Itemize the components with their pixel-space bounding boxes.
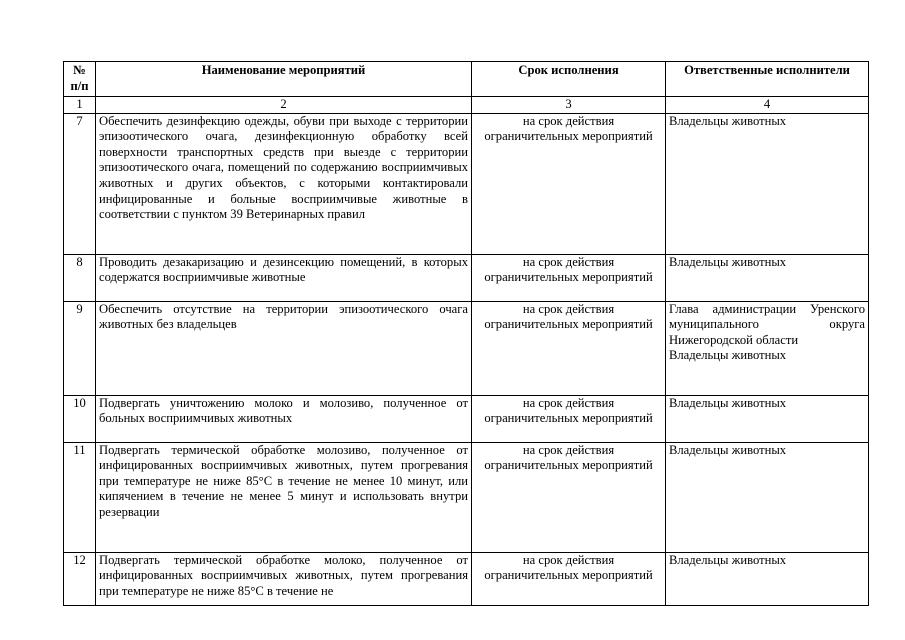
table-row xyxy=(64,113,869,254)
header-responsible: Ответственные исполнители xyxy=(666,62,869,97)
measure-responsible-cell xyxy=(666,301,869,395)
measure-responsible: Глава администрации Уренского муниципального округа Нижегородской области xyxy=(669,301,865,347)
row-number: 12 xyxy=(64,552,96,605)
column-index-row xyxy=(64,97,869,114)
measure-term: на срок действия ограничительных мероприятий xyxy=(472,395,666,442)
table-row xyxy=(64,254,869,301)
measure-name: Подвергать термической обработке молоко, полученное от инфицированных восприимчивых животных, путем прогревания при температуре не ниже 85°С в течение не xyxy=(96,552,472,605)
measure-term: на срок действия ограничительных мероприятий xyxy=(472,254,666,301)
measure-name: Обеспечить отсутствие на территории эпизоотического очага животных без владельцев xyxy=(96,301,472,395)
measure-responsible: Владельцы животных xyxy=(666,442,869,552)
column-index: 1 xyxy=(64,97,96,114)
measure-responsible: Владельцы животных xyxy=(666,395,869,442)
measure-term: на срок действия ограничительных мероприятий xyxy=(472,113,666,254)
table-row xyxy=(64,395,869,442)
measure-name: Подвергать уничтожению молоко и молозиво, полученное от больных восприимчивых животных xyxy=(96,395,472,442)
column-index: 3 xyxy=(472,97,666,114)
measure-responsible: Владельцы животных xyxy=(666,254,869,301)
table-row xyxy=(64,552,869,605)
measure-name: Подвергать термической обработке молозиво, полученное от инфицированных восприимчивых животных, путем прогревания при температуре не ниже 85°С в течение не менее 10 минут, или кипячением в течение не менее 5 минут и использовать внутри резервации xyxy=(96,442,472,552)
measures-table xyxy=(63,61,869,606)
row-number: 9 xyxy=(64,301,96,395)
row-number: 11 xyxy=(64,442,96,552)
row-number: 10 xyxy=(64,395,96,442)
measure-responsible-extra: Владельцы животных xyxy=(669,348,787,363)
header-term: Срок исполнения xyxy=(472,62,666,97)
measure-name: Проводить дезакаризацию и дезинсекцию помещений, в которых содержатся восприимчивые животные xyxy=(96,254,472,301)
table-row xyxy=(64,301,869,395)
measure-responsible: Владельцы животных xyxy=(666,552,869,605)
table-row xyxy=(64,442,869,552)
header-name: Наименование мероприятий xyxy=(96,62,472,97)
measure-term: на срок действия ограничительных мероприятий xyxy=(472,442,666,552)
table-header-row xyxy=(64,62,869,97)
column-index: 4 xyxy=(666,97,869,114)
measure-responsible: Владельцы животных xyxy=(666,113,869,254)
header-num: № п/п xyxy=(64,62,96,97)
measure-term: на срок действия ограничительных мероприятий xyxy=(472,552,666,605)
measure-name: Обеспечить дезинфекцию одежды, обуви при выходе с территории эпизоотического очага, дезинфекционную обработку всей поверхности транспортных средств при выезде с территории эпизоотического очага, помещений по содержанию восприимчивых животных и других объектов, с которыми контактировали инфицированные и больные восприимчивые животные в соответствии с пунктом 39 Ветеринарных правил xyxy=(96,113,472,254)
measure-term: на срок действия ограничительных мероприятий xyxy=(472,301,666,395)
row-number: 7 xyxy=(64,113,96,254)
column-index: 2 xyxy=(96,97,472,114)
row-number: 8 xyxy=(64,254,96,301)
